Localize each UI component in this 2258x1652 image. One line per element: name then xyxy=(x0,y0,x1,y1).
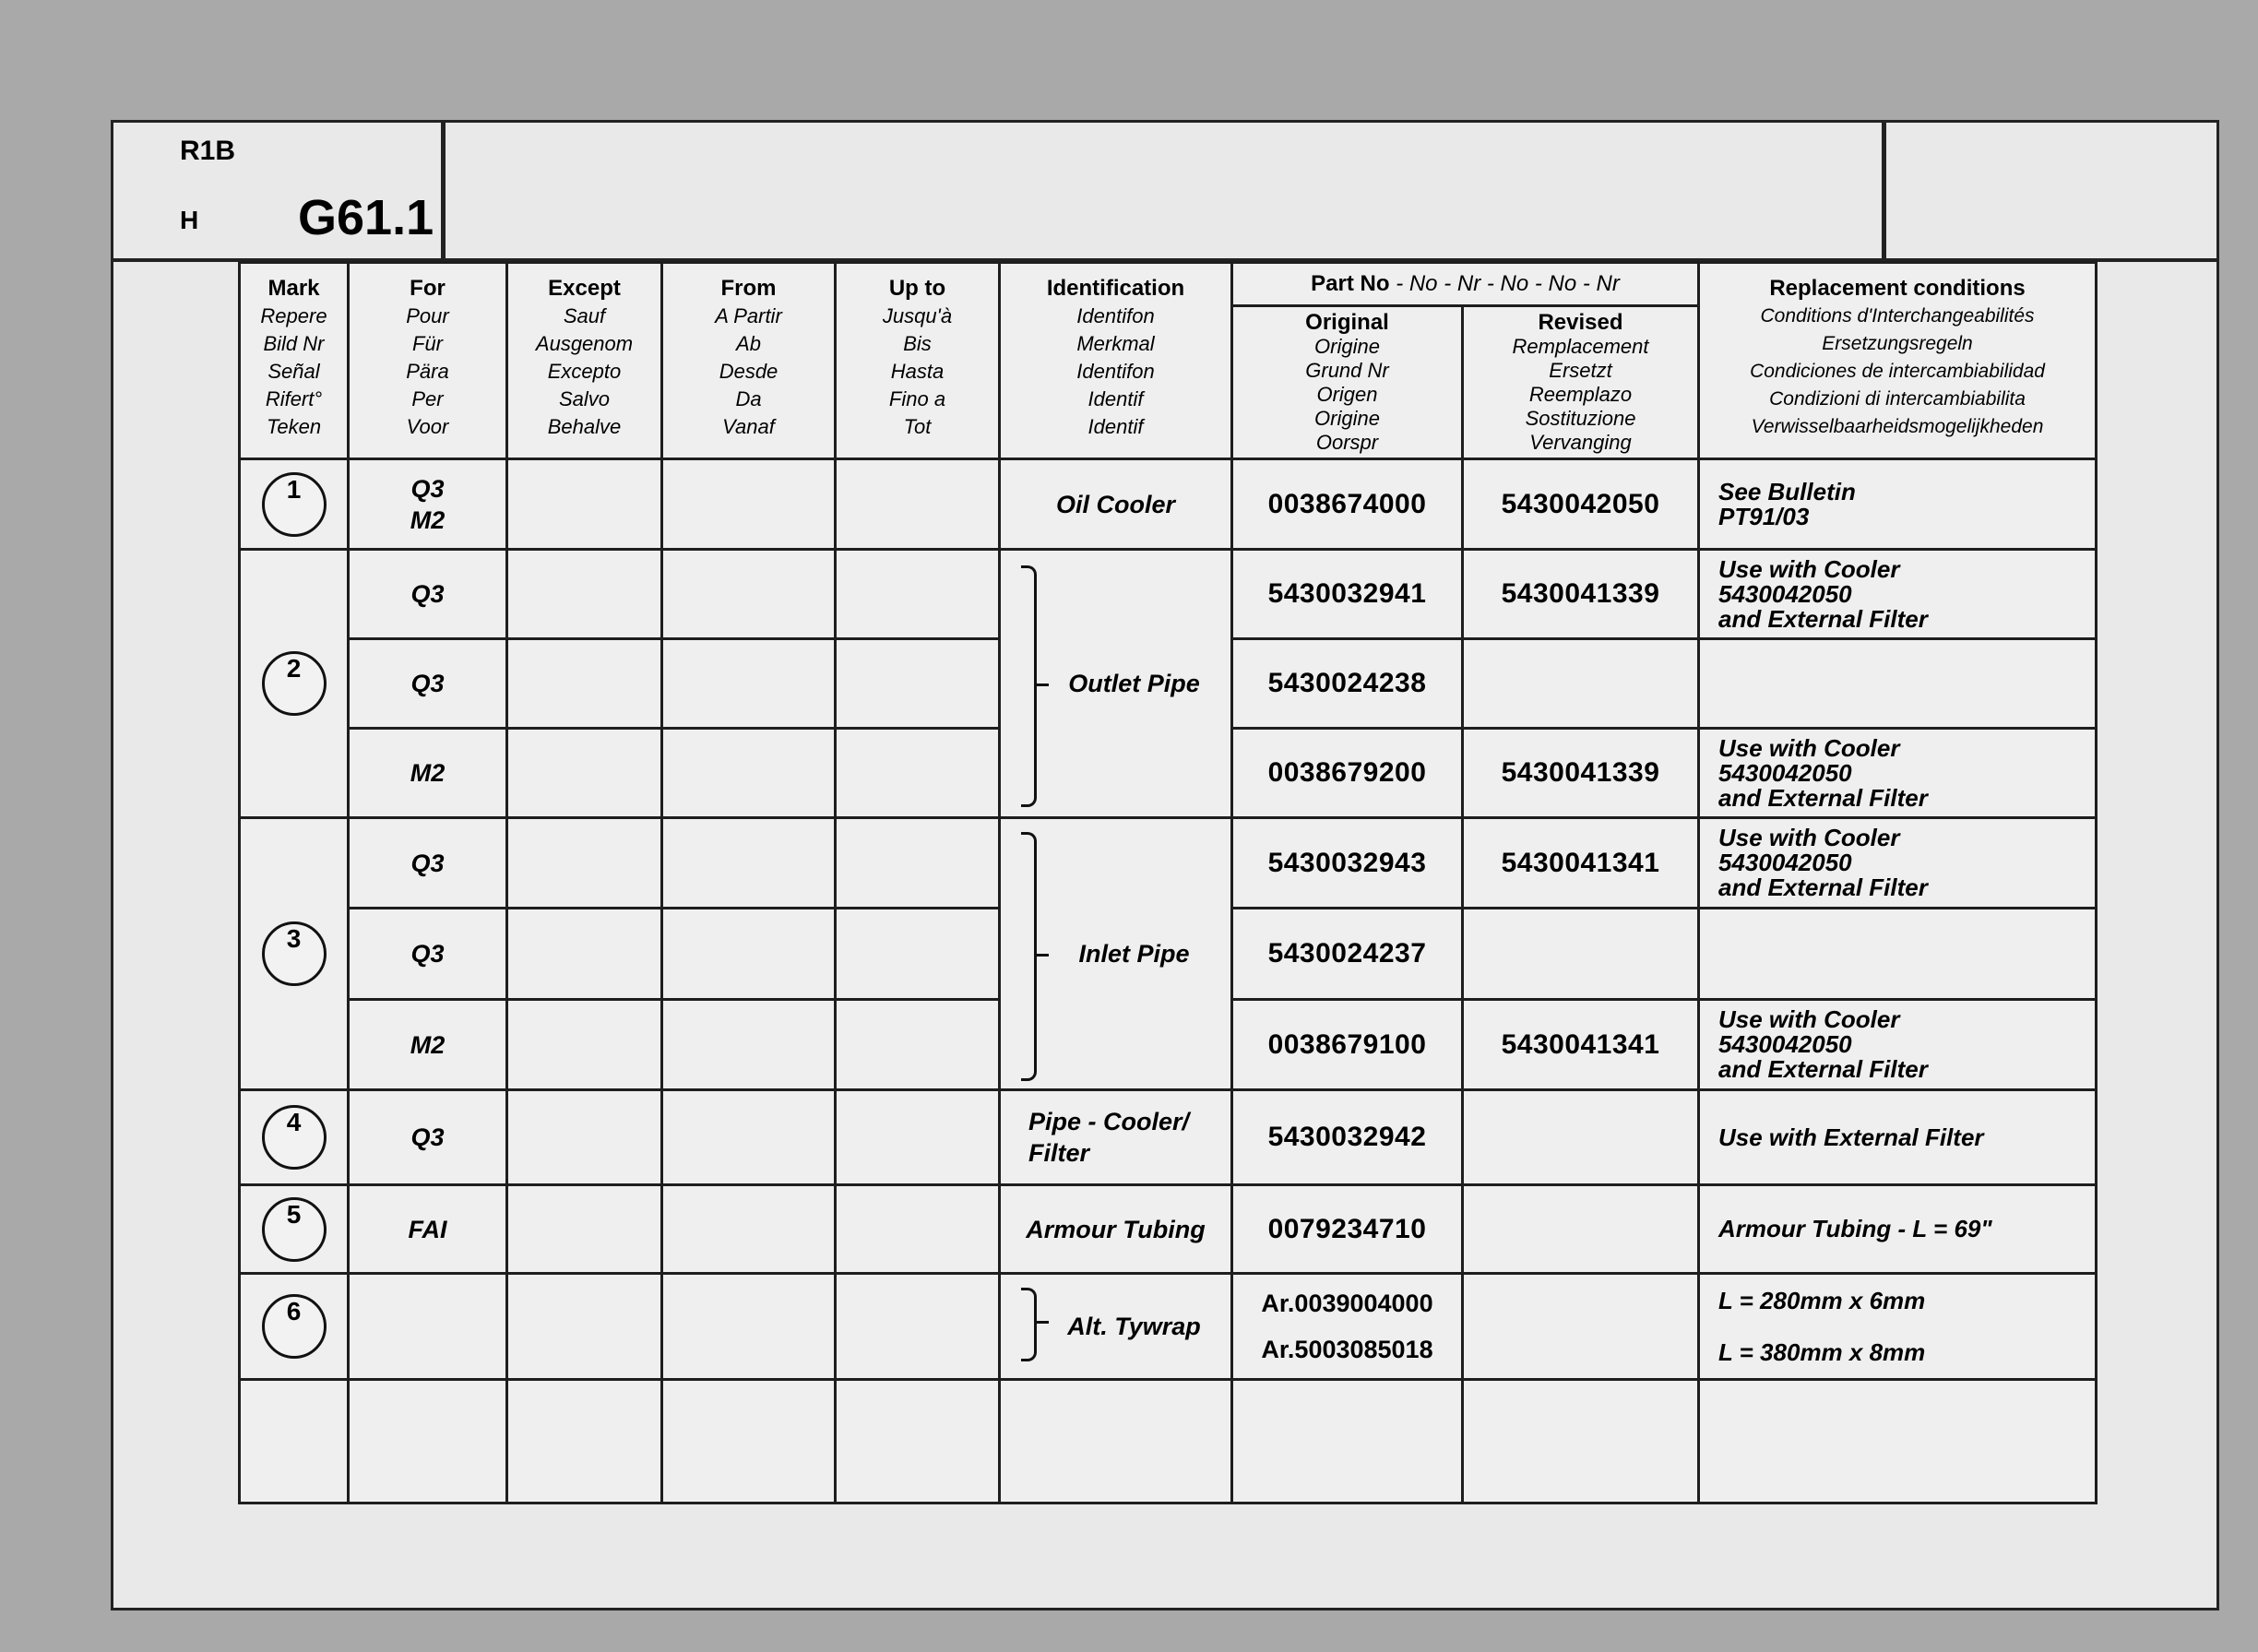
identification-cell: Oil Cooler xyxy=(1000,459,1232,550)
col-mark: Mark Repere Bild Nr Señal Rifert° Teken xyxy=(240,263,349,459)
col-identification: Identification Identifon Merkmal Identifon Identif Identif xyxy=(1000,263,1232,459)
parts-card xyxy=(111,120,2219,1610)
mark-circle: 1 xyxy=(262,472,327,537)
replacement-condition: Use with Cooler 5430042050 and External Filter xyxy=(1699,1000,2097,1090)
card-code-top: R1B xyxy=(180,136,236,166)
revised-part-number xyxy=(1463,909,1699,1000)
card-code-left: H xyxy=(180,206,199,234)
table-row: 4 Q3 Pipe - Cooler/ Filter 5430032942 Use with External Filter xyxy=(240,1090,2097,1185)
identification-cell: Pipe - Cooler/ Filter xyxy=(1000,1090,1232,1185)
revised-part-number: 5430041339 xyxy=(1463,550,1699,639)
table-row: Q3 5430024238 xyxy=(240,639,2097,729)
revised-part-number: 5430041341 xyxy=(1463,1000,1699,1090)
revised-part-number xyxy=(1463,1185,1699,1274)
revised-part-number: 5430041339 xyxy=(1463,729,1699,818)
parts-table xyxy=(238,261,2098,1504)
original-part-number: 0038674000 xyxy=(1232,459,1463,550)
original-part-number: 5430024238 xyxy=(1232,639,1463,729)
col-part-no: Part No - No - Nr - No - No - Nr xyxy=(1232,263,1699,306)
identification-cell: Alt. Tywrap xyxy=(1000,1274,1232,1380)
replacement-condition: L = 280mm x 6mm L = 380mm x 8mm xyxy=(1699,1274,2097,1380)
col-except: Except Sauf Ausgenom Excepto Salvo Behalve xyxy=(507,263,662,459)
mark-circle: 3 xyxy=(262,921,327,986)
revised-part-number xyxy=(1463,639,1699,729)
table-row: 3 Q3 Inlet Pipe 5430032943 5430041341 Use with Cooler 5430042050 and External Filter xyxy=(240,818,2097,909)
mark-circle: 4 xyxy=(262,1105,327,1170)
card-code-main: G61.1 xyxy=(298,190,434,245)
col-replacement-conditions: Replacement conditions Conditions d'Interchangeabilités Ersetzungsregeln Condiciones de intercambiabilidad Condizioni di intercambiabilita Verwisselbaarheidsmogelijkheden xyxy=(1699,263,2097,459)
original-part-number: 0038679200 xyxy=(1232,729,1463,818)
table-row: M2 0038679100 5430041341 Use with Cooler 5430042050 and External Filter xyxy=(240,1000,2097,1090)
revised-part-number xyxy=(1463,1274,1699,1380)
replacement-condition: Use with Cooler 5430042050 and External Filter xyxy=(1699,729,2097,818)
mark-circle: 6 xyxy=(262,1294,327,1359)
replacement-condition: See Bulletin PT91/03 xyxy=(1699,459,2097,550)
table-row: 1 Q3 M2 Oil Cooler 0038674000 5430042050 See Bulletin PT91/03 xyxy=(240,459,2097,550)
col-upto: Up to Jusqu'à Bis Hasta Fino a Tot xyxy=(836,263,1000,459)
mark-circle: 2 xyxy=(262,651,327,716)
identification-cell: Inlet Pipe xyxy=(1000,818,1232,1090)
col-from: From A Partir Ab Desde Da Vanaf xyxy=(662,263,836,459)
table-row: 5 FAI Armour Tubing 0079234710 Armour Tubing - L = 69" xyxy=(240,1185,2097,1274)
original-part-number: 5430032942 xyxy=(1232,1090,1463,1185)
table-row xyxy=(240,1274,2097,1380)
original-part-number: Ar.0039004000 Ar.5003085018 xyxy=(1232,1274,1463,1380)
replacement-condition: Use with Cooler 5430042050 and External Filter xyxy=(1699,818,2097,909)
replacement-condition: Use with Cooler 5430042050 and External Filter xyxy=(1699,550,2097,639)
revised-part-number xyxy=(1463,1090,1699,1185)
identification-cell: Armour Tubing xyxy=(1000,1185,1232,1274)
table-row: Q3 5430024237 xyxy=(240,909,2097,1000)
replacement-condition xyxy=(1699,639,2097,729)
header-divider xyxy=(441,123,446,258)
original-part-number: 5430032943 xyxy=(1232,818,1463,909)
revised-part-number: 5430041341 xyxy=(1463,818,1699,909)
bracket-icon xyxy=(1021,565,1037,807)
original-part-number: 5430024237 xyxy=(1232,909,1463,1000)
bracket-icon xyxy=(1021,1288,1037,1361)
table-row xyxy=(240,1380,2097,1503)
table-row: 2 Q3 Outlet Pipe 5430032941 5430041339 Use with Cooler 5430042050 and External Filter xyxy=(240,550,2097,639)
replacement-condition xyxy=(1699,909,2097,1000)
original-part-number: 0079234710 xyxy=(1232,1185,1463,1274)
revised-part-number: 5430042050 xyxy=(1463,459,1699,550)
col-original: Original Origine Grund Nr Origen Origine Oorspr xyxy=(1232,306,1463,459)
header-divider xyxy=(1882,123,1886,258)
original-part-number: 0038679100 xyxy=(1232,1000,1463,1090)
table-row: M2 0038679200 5430041339 Use with Cooler 5430042050 and External Filter xyxy=(240,729,2097,818)
bracket-icon xyxy=(1021,832,1037,1081)
identification-cell: Outlet Pipe xyxy=(1000,550,1232,818)
original-part-number: 5430032941 xyxy=(1232,550,1463,639)
replacement-condition: Armour Tubing - L = 69" xyxy=(1699,1185,2097,1274)
replacement-condition: Use with External Filter xyxy=(1699,1090,2097,1185)
mark-circle: 5 xyxy=(262,1197,327,1262)
col-for: For Pour Für Pära Per Voor xyxy=(349,263,507,459)
col-revised: Revised Remplacement Ersetzt Reemplazo Sostituzione Vervanging xyxy=(1463,306,1699,459)
